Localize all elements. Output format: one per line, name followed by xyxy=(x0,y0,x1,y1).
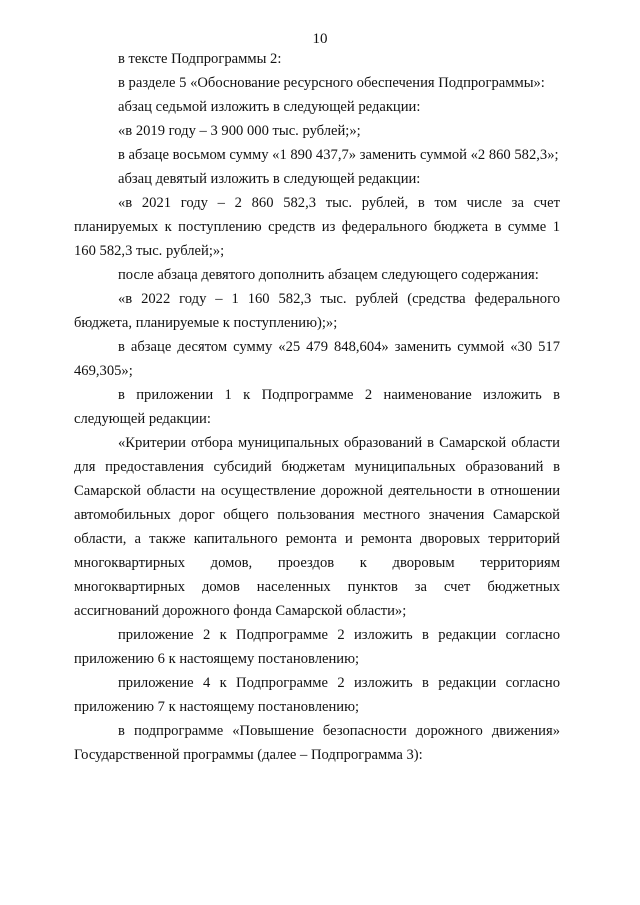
paragraph: в абзаце десятом сумму «25 479 848,604» заменить суммой «30 517 469,305»; xyxy=(74,339,560,379)
paragraph: в подпрограмме «Повышение безопасности дорожного движения» Государственной программы (далее – Подпрограмма 3): xyxy=(74,723,560,763)
document-body xyxy=(74,47,560,767)
paragraph: абзац седьмой изложить в следующей редакции: xyxy=(118,99,421,115)
paragraph: «в 2021 году – 2 860 582,3 тыс. рублей, в том числе за счет планируемых к поступлению средств из федерального бюджета в сумме 1 160 582,3 тыс. рублей;»; xyxy=(74,195,560,259)
paragraph: приложение 2 к Подпрограмме 2 изложить в редакции согласно приложению 6 к настоящему постановлению; xyxy=(74,627,560,667)
paragraph: «в 2022 году – 1 160 582,3 тыс. рублей (средства федерального бюджета, планируемые к поступлению);»; xyxy=(74,291,560,331)
paragraph: «Критерии отбора муниципальных образований в Самарской области для предоставления субсидий бюджетам муниципальных образований в Самарской области на осуществление дорожной деятельности в отношении автомобильных дорог общего пользования местного значения Самарской области, а также капитального ремонта и ремонта дворовых территорий многоквартирных домов, проездов к дворовым территориям многоквартирных домов населенных пунктов за счет бюджетных ассигнований дорожного фонда Самарской области»; xyxy=(74,435,560,619)
paragraph: абзац девятый изложить в следующей редакции: xyxy=(118,171,421,187)
paragraph: в абзаце восьмом сумму «1 890 437,7» заменить суммой «2 860 582,3»; xyxy=(118,147,559,163)
paragraph: в разделе 5 «Обоснование ресурсного обеспечения Подпрограммы»: xyxy=(118,75,545,91)
paragraph: в приложении 1 к Подпрограмме 2 наименование изложить в следующей редакции: xyxy=(74,387,560,427)
paragraph: приложение 4 к Подпрограмме 2 изложить в редакции согласно приложению 7 к настоящему постановлению; xyxy=(74,675,560,715)
paragraph: «в 2019 году – 3 900 000 тыс. рублей;»; xyxy=(118,123,361,139)
paragraph: в тексте Подпрограммы 2: xyxy=(118,51,282,67)
paragraph: после абзаца девятого дополнить абзацем следующего содержания: xyxy=(118,267,539,283)
page-number: 10 xyxy=(312,31,328,47)
